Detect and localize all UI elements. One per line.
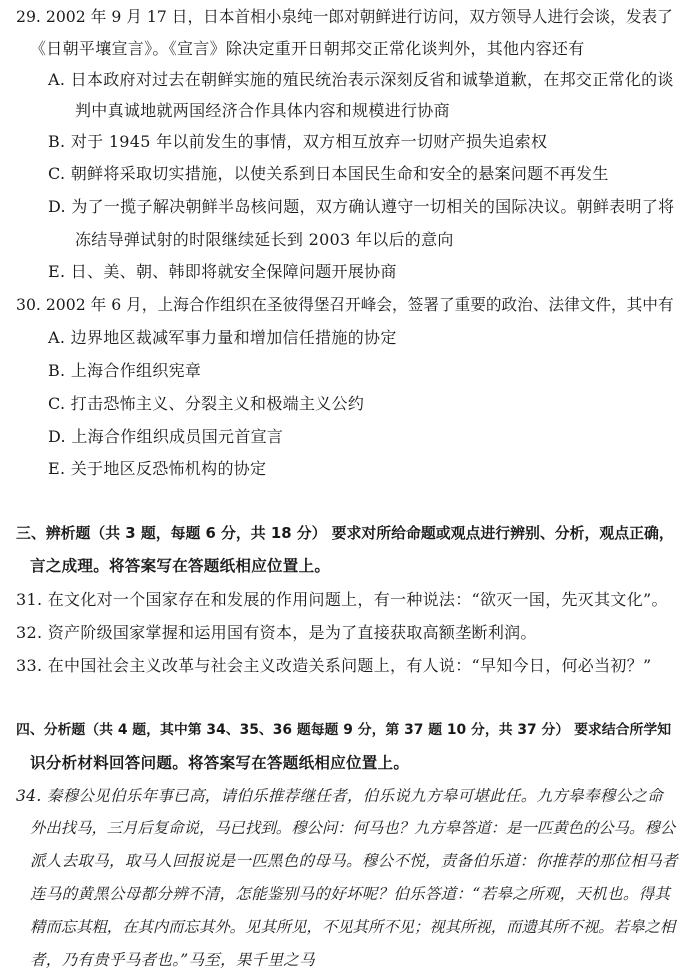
q34-line-2: 外出找马，三月后复命说，马已找到。穆公问：何马也？九方皋答道：是一匹黄色的公马。穆公 [30, 819, 676, 837]
q34-line-5: 精而忘其粗，在其内而忘其外。见其所见，不见其所不见；视其所视，而遗其所不视。若皋之相 [30, 918, 676, 936]
q30-stem: 30. 2002 年 6 月，上海合作组织在圣彼得堡召开峰会，签署了重要的政治、法律文件，其中有 [16, 295, 674, 314]
q34-line-6: 者，乃有贵乎马者也。”马至，果千里之马 [30, 951, 315, 969]
q30-option-d: D. 上海合作组织成员国元首宣言 [48, 427, 284, 446]
q29-option-b: B. 对于 1945 年以前发生的事情，双方相互放弃一切财产损失追索权 [48, 132, 548, 151]
q30-option-a: A. 边界地区裁减军事力量和增加信任措施的协定 [48, 328, 397, 347]
q29-stem-line-2: 《日朝平壤宣言》。《宣言》除决定重开日朝邦交正常化谈判外，其他内容还有 [30, 39, 585, 58]
q29-option-c: C. 朝鲜将采取切实措施，以使关系到日本国民生命和安全的悬案问题不再发生 [48, 164, 609, 183]
q29-stem-line-1: 29. 2002 年 9 月 17 日，日本首相小泉纯一郎对朝鲜进行访问，双方领导人进行会谈，发表了 [16, 7, 673, 26]
q29-option-a-line-1: A. 日本政府对过去在朝鲜实施的殖民统治表示深刻反省和诚挚道歉，在邦交正常化的谈 [48, 70, 674, 89]
q31: 31. 在文化对一个国家存在和发展的作用问题上，有一种说法：“欲灭一国，先灭其文化”。 [16, 590, 668, 609]
q34-line-3: 派人去取马，取马人回报说是一匹黑色的母马。穆公不悦，责备伯乐道：你推荐的那位相马者 [30, 852, 678, 870]
q29-option-e: E. 日、美、朝、韩即将就安全保障问题开展协商 [48, 262, 397, 281]
q29-option-d-line-1: D. 为了一揽子解决朝鲜半岛核问题，双方确认遵守一切相关的国际决议。朝鲜表明了将 [48, 197, 675, 216]
section4-heading-line-2: 识分析材料回答问题。将答案写在答题纸相应位置上。 [30, 754, 410, 772]
section3-heading-line-1: 三、辨析题（共 3 题，每题 6 分，共 18 分） 要求对所给命题或观点进行辨别、分析，观点正确， [16, 524, 674, 542]
q34-line-1: 34. 秦穆公见伯乐年事已高，请伯乐推荐继任者，伯乐说九方皋可堪此任。九方皋奉穆公之命 [16, 787, 663, 805]
q30-option-c: C. 打击恐怖主义、分裂主义和极端主义公约 [48, 394, 365, 413]
q29-option-d-line-2: 冻结导弹试射的时限继续延长到 2003 年以后的意向 [75, 230, 454, 249]
q30-option-e: E. 关于地区反恐怖机构的协定 [48, 459, 267, 478]
q32: 32. 资产阶级国家掌握和运用国有资本，是为了直接获取高额垄断利润。 [16, 623, 537, 642]
section3-heading-line-2: 言之成理。将答案写在答题纸相应位置上。 [30, 557, 331, 575]
q33: 33. 在中国社会主义改革与社会主义改造关系问题上，有人说：“早知今日，何必当初？” [16, 656, 652, 675]
q29-option-a-line-2: 判中真诚地就两国经济合作具体内容和规模进行协商 [75, 101, 450, 120]
q34-line-4: 连马的黄黑公母都分辨不清，怎能鉴别马的好坏呢？伯乐答道：“若皋之所观，天机也。得其 [30, 885, 671, 903]
section4-heading-line-1: 四、分析题（共 4 题，其中第 34、35、36 题每题 9 分，第 37 题 10 分，共 37 分） 要求结合所学知 [16, 722, 672, 738]
q30-option-b: B. 上海合作组织宪章 [48, 361, 202, 380]
